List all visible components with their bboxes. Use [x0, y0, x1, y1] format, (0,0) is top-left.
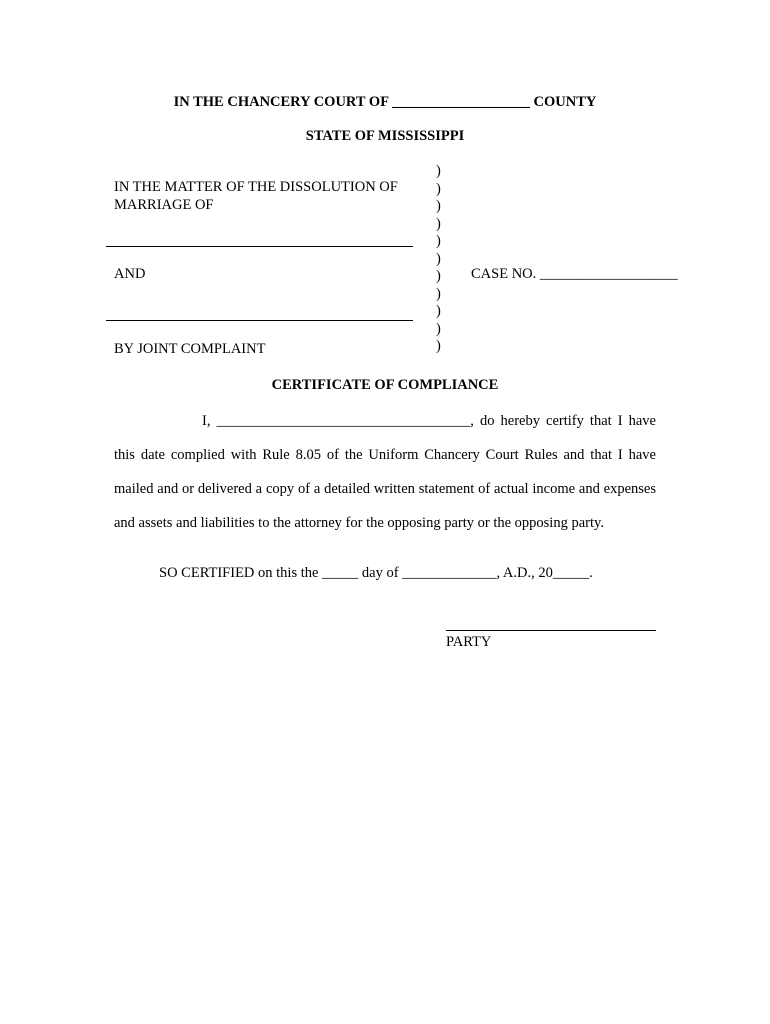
and-label: AND — [114, 266, 146, 282]
matter-caption — [114, 178, 414, 214]
caption-paren: ) — [436, 285, 441, 302]
certificate-line-2: this date complied with Rule 8.05 of the Uniform Chancery Court Rules and that I have — [114, 447, 656, 463]
certificate-title: CERTIFICATE OF COMPLIANCE — [271, 377, 499, 393]
caption-paren: ) — [436, 320, 441, 337]
certificate-line-1: I, ___________________________________, do hereby certify that I have — [202, 413, 656, 429]
certificate-line-3: mailed and or delivered a copy of a detailed written statement of actual income and expenses — [114, 481, 656, 497]
caption-paren: ) — [436, 338, 441, 354]
certificate-body — [114, 404, 656, 438]
certificate-line-4: and assets and liabilities to the attorney for the opposing party or the opposing party. — [114, 515, 604, 531]
caption-paren: ) — [436, 250, 441, 267]
caption-paren: ) — [436, 268, 441, 284]
state-title: STATE OF MISSISSIPPI — [305, 128, 465, 144]
caption-parentheses-column — [436, 163, 446, 356]
caption-paren: ) — [436, 233, 441, 249]
case-number-field[interactable]: CASE NO. ___________________ — [471, 266, 678, 282]
certified-date-line: SO CERTIFIED on this the _____ day of _____________, A.D., 20_____. — [159, 565, 593, 581]
caption-paren: ) — [436, 215, 441, 232]
caption-paren: ) — [436, 303, 441, 319]
caption-paren: ) — [436, 180, 441, 197]
court-title: IN THE CHANCERY COURT OF ___________________ COUNTY — [173, 94, 597, 110]
party-two-blank-line[interactable] — [106, 320, 413, 321]
party-label: PARTY — [446, 634, 492, 650]
caption-paren: ) — [436, 198, 441, 214]
joint-complaint-label: BY JOINT COMPLAINT — [114, 341, 266, 357]
caption-paren: ) — [436, 163, 441, 179]
matter-line-2: MARRIAGE OF — [114, 197, 214, 213]
party-signature-line[interactable] — [446, 630, 656, 631]
matter-line-1: IN THE MATTER OF THE DISSOLUTION OF — [114, 179, 398, 195]
party-one-blank-line[interactable] — [106, 246, 413, 247]
